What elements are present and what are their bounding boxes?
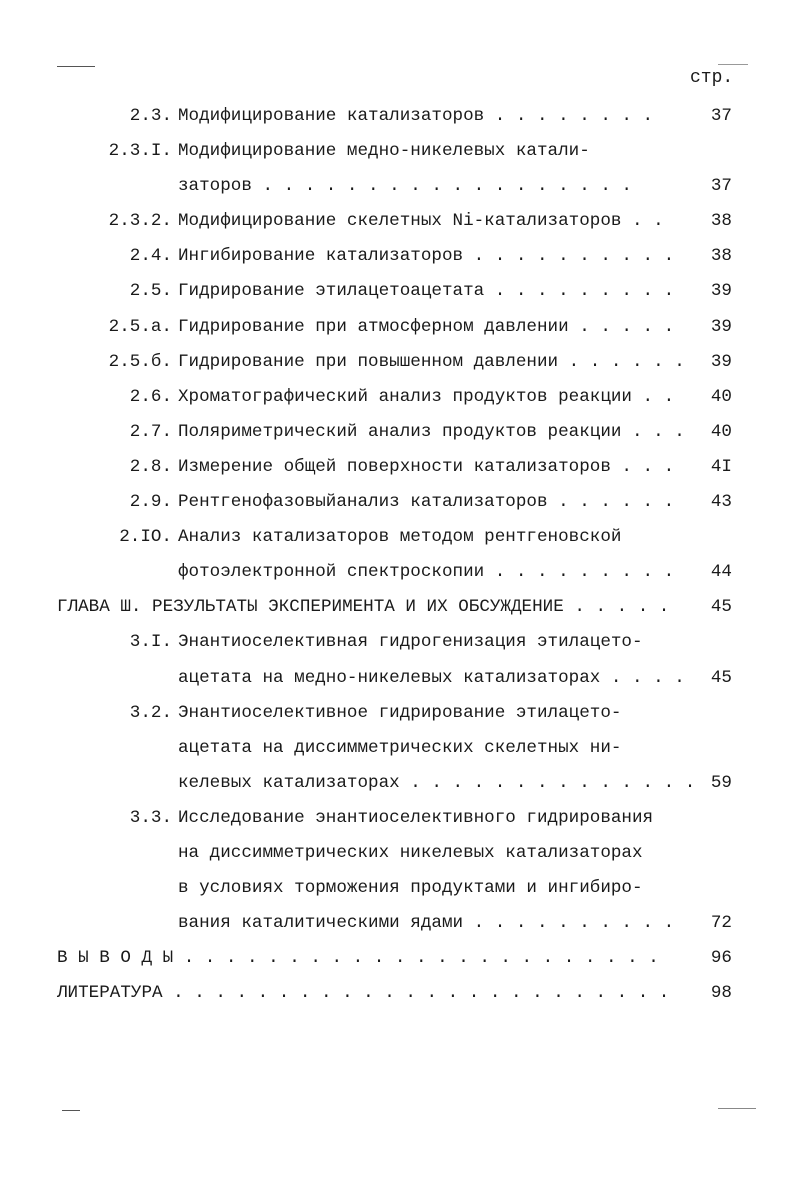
entry-title: Модифицирование скелетных Ni-катализаторов . . [178, 211, 664, 232]
toc-entry [0, 731, 793, 766]
entry-page: 37 [710, 176, 732, 197]
scan-mark [718, 64, 748, 65]
entry-title: ГЛАВА Ш. РЕЗУЛЬТАТЫ ЭКСПЕРИМЕНТА И ИХ ОБСУЖДЕНИЕ . . . . . [57, 597, 670, 618]
entry-title: Рентгенофазовыйанализ катализаторов . . . . . . [178, 492, 675, 513]
entry-number: 2.6. [129, 386, 172, 407]
entry-title: Гидрирование этилацетоацетата . . . . . . . . . [178, 281, 675, 302]
entry-page: 39 [710, 281, 732, 302]
entry-title: Ингибирование катализаторов . . . . . . . . . . [178, 246, 675, 267]
toc-entry [0, 941, 793, 976]
entry-title: заторов . . . . . . . . . . . . . . . . . . [178, 176, 632, 197]
entry-number: 2.3.2. [108, 211, 172, 232]
toc-entry [0, 239, 793, 274]
scan-mark [718, 1108, 756, 1109]
toc-entry [0, 204, 793, 239]
entry-number: 2.5. [129, 281, 172, 302]
entry-title: Гидрирование при повышенном давлении . . . . . . [178, 351, 685, 372]
entry-title: фотоэлектронной спектроскопии . . . . . . . . . [178, 562, 675, 583]
entry-title: Исследование энантиоселективного гидрирования [178, 807, 654, 828]
toc-entry [0, 520, 793, 555]
toc-entry [0, 871, 793, 906]
entry-number: 3.2. [129, 702, 172, 723]
entry-number: 2.IO. [119, 527, 172, 548]
toc-entry [0, 696, 793, 731]
entry-page: 40 [710, 386, 732, 407]
toc-entry [0, 976, 793, 1011]
toc-entry [0, 274, 793, 309]
toc-entry [0, 134, 793, 169]
entry-page: 37 [710, 106, 732, 126]
toc-entry [0, 801, 793, 836]
entry-page: 39 [710, 316, 732, 337]
page-column-label: стр. [690, 68, 734, 88]
entry-title: В Ы В О Д Ы . . . . . . . . . . . . . . . . . . . . . . . [57, 948, 659, 969]
toc-entry [0, 836, 793, 871]
entry-title: Модифицирование катализаторов . . . . . . . . [178, 106, 654, 126]
entry-page: 45 [710, 597, 732, 618]
scan-mark [62, 1110, 80, 1111]
toc-entry [0, 625, 793, 660]
table-of-contents [0, 99, 793, 1011]
entry-number: 2.7. [129, 421, 172, 442]
entry-title: ацетата на диссимметрических скелетных ни- [178, 737, 622, 758]
entry-number: 3.3. [129, 807, 172, 828]
toc-entry [0, 555, 793, 590]
toc-entry [0, 380, 793, 415]
entry-title: Энантиоселективная гидрогенизация этилацето- [178, 632, 643, 653]
entry-number: 2.5.а. [108, 316, 172, 337]
entry-title: Энантиоселективное гидрирование этилацето- [178, 702, 622, 723]
entry-page: 40 [710, 421, 732, 442]
toc-entry [0, 310, 793, 345]
entry-page: 96 [710, 948, 732, 969]
entry-title: Хроматографический анализ продуктов реакции . . [178, 386, 675, 407]
entry-title: вания каталитическими ядами . . . . . . . . . . [178, 913, 675, 934]
scan-mark [57, 66, 95, 67]
entry-page: 59 [710, 772, 732, 793]
entry-number: 2.8. [129, 456, 172, 477]
toc-entry [0, 590, 793, 625]
toc-entry [0, 169, 793, 204]
entry-title: ЛИТЕРАТУРА . . . . . . . . . . . . . . . . . . . . . . . . [57, 983, 670, 1004]
entry-page: 98 [710, 983, 732, 1004]
entry-number: 3.I. [129, 632, 172, 653]
entry-page: 4I [710, 456, 732, 477]
entry-page: 45 [710, 667, 732, 688]
entry-title: Измерение общей поверхности катализаторов . . . [178, 456, 675, 477]
entry-title: на диссимметрических никелевых катализаторах [178, 842, 643, 863]
entry-title: Гидрирование при атмосферном давлении . . . . . [178, 316, 675, 337]
toc-entry [0, 485, 793, 520]
toc-entry [0, 415, 793, 450]
entry-page: 72 [710, 913, 732, 934]
entry-page: 38 [710, 211, 732, 232]
entry-title: в условиях торможения продуктами и ингибиро- [178, 878, 643, 899]
entry-number: 2.3.I. [108, 141, 172, 162]
entry-title: Поляриметрический анализ продуктов реакции . . . [178, 421, 685, 442]
toc-entry [0, 450, 793, 485]
entry-number: 2.3. [129, 106, 172, 126]
entry-number: 2.5.б. [108, 351, 172, 372]
toc-entry [0, 345, 793, 380]
entry-number: 2.4. [129, 246, 172, 267]
entry-title: Анализ катализаторов методом рентгеновской [178, 527, 622, 548]
toc-entry [0, 906, 793, 941]
toc-entry [0, 99, 793, 134]
entry-number: 2.9. [129, 492, 172, 513]
entry-title: Модифицирование медно-никелевых катали- [178, 141, 590, 162]
entry-title: келевых катализаторах . . . . . . . . . . . . . . [178, 772, 696, 793]
entry-page: 44 [710, 562, 732, 583]
toc-entry [0, 661, 793, 696]
entry-title: ацетата на медно-никелевых катализаторах . . . . [178, 667, 685, 688]
entry-page: 38 [710, 246, 732, 267]
toc-entry [0, 766, 793, 801]
entry-page: 39 [710, 351, 732, 372]
entry-page: 43 [710, 492, 732, 513]
